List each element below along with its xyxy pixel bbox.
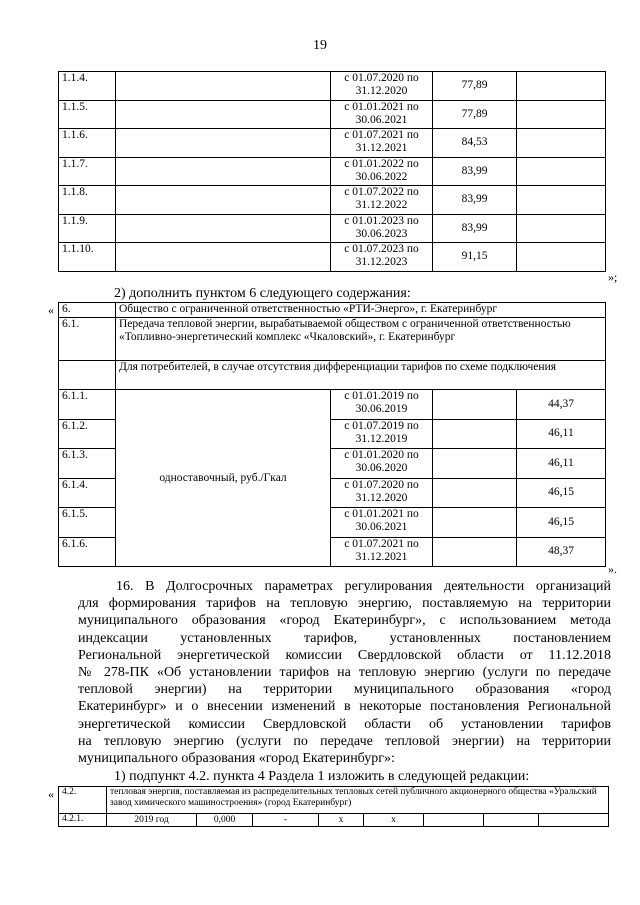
- para16-line: тепловой энергии) на территории муниципального образования «город: [78, 682, 611, 698]
- row-num: 6.1.2.: [59, 419, 116, 449]
- period-cell: с 01.07.2021 по 31.12.2021: [331, 537, 433, 567]
- tariff-value: 84,53: [433, 129, 517, 158]
- row-4-2-1-dash: -: [253, 814, 319, 827]
- table-row: [59, 72, 606, 101]
- page-number: 19: [313, 38, 327, 53]
- para16-line: 16. В Долгосрочных параметрах регулирования деятельности организаций: [116, 579, 611, 594]
- row-empty: [433, 537, 517, 567]
- item-1-text: 1) подпункт 4.2. пункта 4 Раздела 1 изложить в следующей редакции:: [114, 769, 530, 784]
- row-6-num: 6.: [59, 303, 116, 318]
- table2-closing-quote: ».: [608, 562, 617, 576]
- period-cell: с 01.01.2020 по 30.06.2020: [331, 449, 433, 479]
- row-empty: [517, 157, 606, 186]
- row-empty: [517, 243, 606, 272]
- row-num: 1.1.10.: [59, 243, 116, 272]
- table1-closing-quote: »;: [608, 270, 618, 284]
- period-cell: с 01.07.2019 по 31.12.2019: [331, 419, 433, 449]
- para16-line: для формирования тарифов на тепловую энергию, поставляемую на территории: [78, 596, 611, 612]
- period-cell: с 01.01.2023 по 30.06.2023: [331, 214, 433, 243]
- row-blank: [116, 100, 331, 129]
- row-4-2-1-empty: [424, 814, 484, 827]
- row-6-1-text: Передача тепловой энергии, вырабатываемой обществом с ограниченной ответственностью «Топливно-энергетический комплекс «Чкаловский», г. Екатеринбург: [116, 318, 606, 361]
- row-num: 6.1.6.: [59, 537, 116, 567]
- para16-line: на тепловую энергию (услуги по передаче тепловой энергии) на территории: [78, 733, 611, 749]
- row-blank: [116, 214, 331, 243]
- period-cell: с 01.07.2020 по 31.12.2020: [331, 478, 433, 508]
- row-num: 1.1.9.: [59, 214, 116, 243]
- row-6-1-spacer: [59, 361, 116, 390]
- row-blank: [116, 72, 331, 101]
- tariff-value: 83,99: [433, 186, 517, 215]
- table-row: [59, 157, 606, 186]
- row-blank: [116, 186, 331, 215]
- row-empty: [517, 100, 606, 129]
- row-4-2-text: тепловая энергия, поставляемая из распределительных тепловых сетей публичного акционерного общества «Уральский завод химического машиностроения» (город Екатеринбург): [107, 787, 609, 814]
- row-4-2-1-num: 4.2.1.: [59, 814, 107, 827]
- period-cell: с 01.07.2020 по 31.12.2020: [331, 72, 433, 101]
- row-4-2-1-empty: [484, 814, 539, 827]
- table2-open-quote: «: [48, 303, 54, 317]
- tariff-value: 48,37: [517, 537, 606, 567]
- row-num: 1.1.5.: [59, 100, 116, 129]
- row-empty: [517, 72, 606, 101]
- period-cell: с 01.01.2021 по 30.06.2021: [331, 508, 433, 538]
- row-empty: [433, 508, 517, 538]
- row-num: 6.1.5.: [59, 508, 116, 538]
- row-num: 6.1.3.: [59, 449, 116, 479]
- row-num: 1.1.8.: [59, 186, 116, 215]
- table-row: [59, 100, 606, 129]
- row-blank: [116, 243, 331, 272]
- tariff-value: 77,89: [433, 72, 517, 101]
- para16-line: муниципального образования «город Екатеринбург»:: [78, 751, 395, 767]
- tariff-value: 46,11: [517, 449, 606, 479]
- period-cell: с 01.07.2021 по 31.12.2021: [331, 129, 433, 158]
- tariff-value: 91,15: [433, 243, 517, 272]
- table3-open-quote: «: [48, 787, 54, 801]
- row-num: 1.1.4.: [59, 72, 116, 101]
- row-4-2-num: 4.2.: [59, 787, 107, 814]
- table-row: [59, 390, 606, 420]
- para16-line: муниципального образования «город Екатеринбург», с использованием метода: [78, 613, 611, 629]
- row-4-2-1-value: 0,000: [197, 814, 253, 827]
- para16-line: индексации установленных тарифов, установленных постановлением: [78, 630, 611, 646]
- row-4-2-1-x1: х: [319, 814, 364, 827]
- uralkhimmash-table: [58, 786, 609, 827]
- row-empty: [433, 390, 517, 420]
- table-row: [59, 214, 606, 243]
- row-blank: [116, 157, 331, 186]
- tariff-value: 46,11: [517, 419, 606, 449]
- period-cell: с 01.07.2023 по 31.12.2023: [331, 243, 433, 272]
- period-cell: с 01.01.2022 по 30.06.2022: [331, 157, 433, 186]
- period-cell: с 01.07.2022 по 31.12.2022: [331, 186, 433, 215]
- row-empty: [433, 419, 517, 449]
- row-num: 1.1.6.: [59, 129, 116, 158]
- row-empty: [517, 214, 606, 243]
- para16-line: Региональной энергетической комиссии Свердловской области от 11.12.2018: [78, 647, 611, 663]
- row-4-2-1-empty: [539, 814, 609, 827]
- tariff-value: 83,99: [433, 157, 517, 186]
- row-4-2-1-x2: х: [364, 814, 424, 827]
- period-cell: с 01.01.2021 по 30.06.2021: [331, 100, 433, 129]
- row-num: 6.1.1.: [59, 390, 116, 420]
- table-row: [59, 243, 606, 272]
- rate-label: одноставочный, руб./Гкал: [116, 390, 331, 567]
- table-row: [59, 186, 606, 215]
- table-row: [59, 129, 606, 158]
- rti-energo-tariff-table: [58, 302, 606, 567]
- tariff-table-continuation: [58, 71, 606, 272]
- row-consumers-text: Для потребителей, в случае отсутствия дифференциации тарифов по схеме подключения: [116, 361, 606, 390]
- paragraph-16: [78, 578, 611, 767]
- row-num: 1.1.7.: [59, 157, 116, 186]
- row-6-1-num: 6.1.: [59, 318, 116, 361]
- tariff-value: 77,89: [433, 100, 517, 129]
- row-empty: [517, 129, 606, 158]
- tariff-value: 44,37: [517, 390, 606, 420]
- tariff-value: 46,15: [517, 508, 606, 538]
- row-6-text: Общество с ограниченной ответственностью «РТИ-Энерго», г. Екатеринбург: [116, 303, 606, 318]
- row-empty: [433, 478, 517, 508]
- row-empty: [433, 449, 517, 479]
- row-blank: [116, 129, 331, 158]
- row-4-2-1-year: 2019 год: [107, 814, 197, 827]
- tariff-value: 46,15: [517, 478, 606, 508]
- row-num: 6.1.4.: [59, 478, 116, 508]
- tariff-value: 83,99: [433, 214, 517, 243]
- item-2-text: 2) дополнить пунктом 6 следующего содержания:: [114, 286, 411, 301]
- para16-line: № 278-ПК «Об установлении тарифов на тепловую энергию (услуги по передаче: [78, 665, 611, 681]
- period-cell: с 01.01.2019 по 30.06.2019: [331, 390, 433, 420]
- para16-line: энергетической комиссии Свердловской области об установлении тарифов: [78, 716, 611, 732]
- row-empty: [517, 186, 606, 215]
- para16-line: Екатеринбург» и о внесении изменений в некоторые постановления Региональной: [78, 699, 611, 715]
